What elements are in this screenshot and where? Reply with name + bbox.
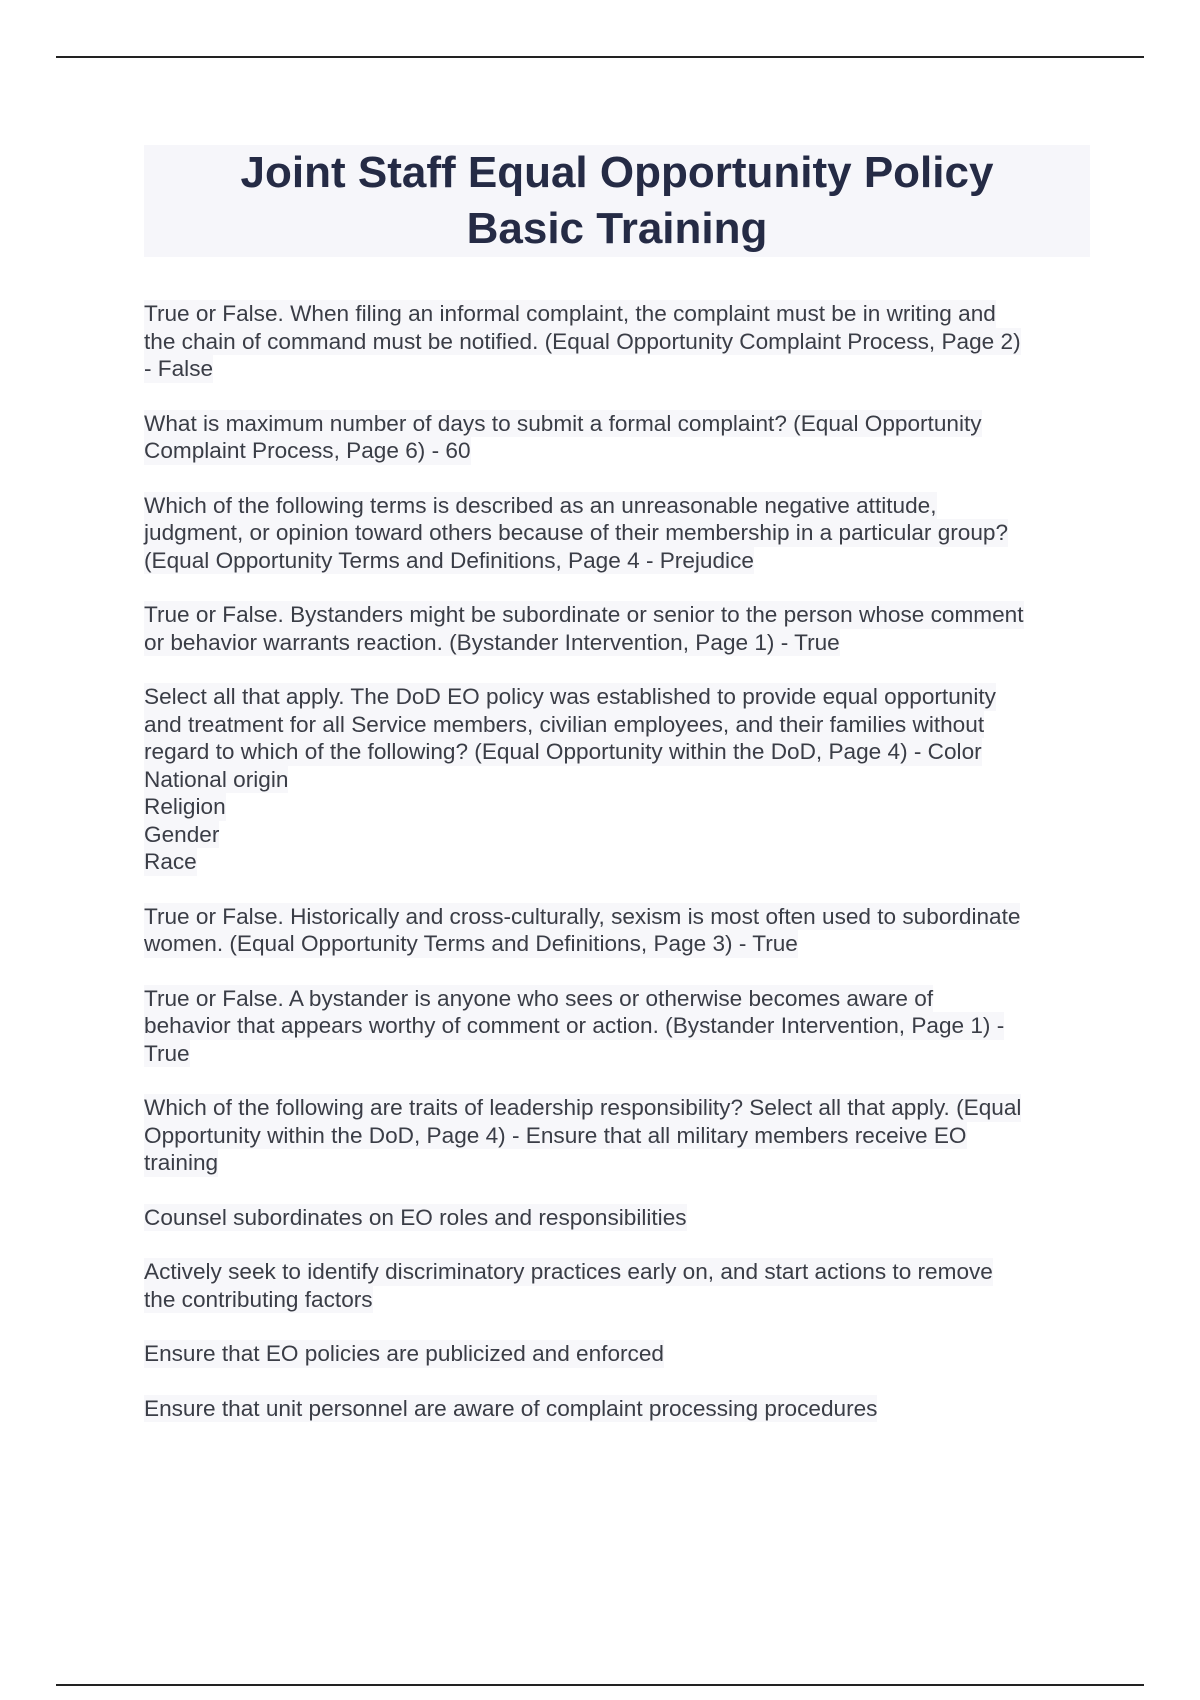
question-text-line: Actively seek to identify discriminatory practices early on, and start actions to remove [144,1259,993,1284]
document-title-line-1: Joint Staff Equal Opportunity Policy [240,148,994,197]
question-text-line: True or False. Bystanders might be subordinate or senior to the person whose comment [144,602,1024,627]
question-text-line: judgment, or opinion toward others because of their membership in a particular group? [144,520,1009,545]
question-text-line: Complaint Process, Page 6) - 60 [144,438,471,463]
question-text-line: Ensure that unit personnel are aware of complaint processing procedures [144,1395,878,1421]
top-rule [56,56,1144,58]
question-text-line: Counsel subordinates on EO roles and responsibilities [144,1204,687,1230]
question-text-line: National origin [144,766,289,792]
question-item [144,1204,1090,1232]
question-item [144,683,1090,876]
question-text-line: Which of the following terms is described as an unreasonable negative attitude, [144,492,937,518]
question-text-line: behavior that appears worthy of comment or action. (Bystander Intervention, Page 1) - [144,1013,1005,1038]
question-text-line: True or False. When filing an informal complaint, the complaint must be in writing and [144,301,996,326]
question-text-line: What is maximum number of days to submit a formal complaint? (Equal Opportunity [144,410,982,436]
question-text-line: and treatment for all Service members, civilian employees, and their families without [144,711,985,737]
question-text-line: True [144,1040,190,1066]
question-text-line: Which of the following are traits of leadership responsibility? Select all that apply. (Equal [144,1095,1022,1120]
question-text-line: True or False. Historically and cross-culturally, sexism is most often used to subordinate [144,903,1021,929]
question-item [144,492,1090,575]
question-text-line: Select all that apply. The DoD EO policy was established to provide equal opportunity [144,684,996,709]
document-title-line-2: Basic Training [466,204,768,253]
question-item [144,601,1090,656]
title-banner [144,145,1090,257]
question-text-line: Religion [144,794,226,819]
question-text-line: True or False. A bystander is anyone who sees or otherwise becomes aware of [144,985,934,1011]
question-text-line: the chain of command must be notified. (Equal Opportunity Complaint Process, Page 2) [144,328,1021,354]
question-item [144,1395,1090,1423]
question-list [144,300,1090,1449]
question-item [144,1258,1090,1313]
question-text-line: or behavior warrants reaction. (Bystander Intervention, Page 1) - True [144,629,840,655]
question-text-line: training [144,1150,219,1175]
question-text-line: women. (Equal Opportunity Terms and Definitions, Page 3) - True [144,931,798,956]
question-text-line: Opportunity within the DoD, Page 4) - Ensure that all military members receive EO [144,1122,967,1148]
question-item [144,985,1090,1068]
question-text-line: regard to which of the following? (Equal Opportunity within the DoD, Page 4) - Color [144,739,982,764]
question-text-line: (Equal Opportunity Terms and Definitions, Page 4 - Prejudice [144,547,754,573]
question-text-line: - False [144,356,214,381]
question-item [144,410,1090,465]
question-text-line: the contributing factors [144,1286,373,1312]
bottom-rule [56,1684,1144,1686]
question-item [144,903,1090,958]
question-item [144,300,1090,383]
question-text-line: Ensure that EO policies are publicized and enforced [144,1341,664,1366]
question-item [144,1094,1090,1177]
question-text-line: Race [144,849,197,874]
question-item [144,1340,1090,1368]
question-text-line: Gender [144,821,220,847]
